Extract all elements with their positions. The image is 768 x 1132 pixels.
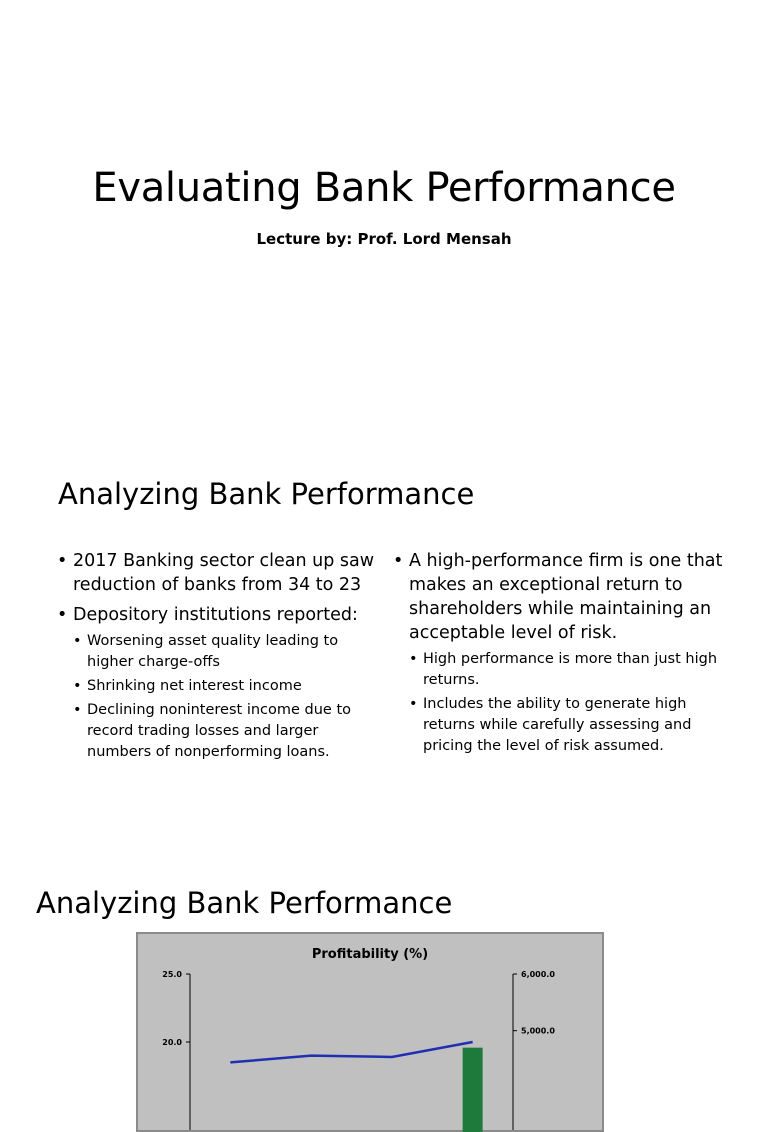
bullet-item: [57, 549, 377, 597]
right-tick-label: 6,000.0: [521, 970, 555, 979]
right-tick-label: 5,000.0: [521, 1026, 555, 1036]
right-column: [393, 549, 723, 763]
title-slide: [0, 0, 768, 432]
bullet-text: 2017 Banking sector clean up saw reduction of banks from 34 to 23: [73, 551, 375, 595]
left-axis-ticks: [162, 970, 190, 1047]
slide-title: Analyzing Bank Performance: [58, 477, 475, 511]
presentation-title: Evaluating Bank Performance: [92, 165, 676, 211]
left-tick-label: 25.0: [162, 970, 182, 979]
sub-bullet-list: [73, 631, 377, 763]
bullet-icon: •: [73, 702, 82, 718]
bullet-icon: •: [73, 678, 82, 694]
left-column: [57, 549, 377, 769]
bullet-item: [57, 603, 377, 763]
sub-bullet-text: Shrinking net interest income: [87, 678, 302, 694]
bullet-icon: •: [393, 551, 404, 571]
bullet-icon: •: [57, 605, 68, 625]
right-bullet-list: [393, 549, 723, 757]
sub-bullet-item: [73, 631, 377, 673]
slide-title: Analyzing Bank Performance: [36, 886, 453, 920]
chart-slide: [0, 864, 768, 1047]
bar-series: [463, 1048, 483, 1132]
bar: [463, 1048, 483, 1132]
presentation-subtitle: Lecture by: Prof. Lord Mensah: [256, 230, 512, 248]
bullet-icon: •: [409, 651, 418, 667]
bullet-item: [393, 549, 723, 757]
profitability-chart: [136, 932, 604, 1132]
sub-bullet-text: Worsening asset quality leading to higher charge-offs: [87, 633, 339, 670]
sub-bullet-item: [73, 700, 377, 763]
bullet-text: A high-performance firm is one that makes an exceptional return to shareholders while maintaining an acceptable level of risk.: [409, 551, 723, 643]
bullet-icon: •: [409, 696, 418, 712]
bullet-icon: •: [57, 551, 68, 571]
sub-bullet-item: [409, 649, 723, 691]
sub-bullet-text: Declining noninterest income due to record trading losses and larger numbers of nonperforming loans.: [87, 702, 352, 760]
content-slide: [0, 432, 768, 864]
sub-bullet-item: [73, 676, 377, 697]
sub-bullet-text: Includes the ability to generate high returns while carefully assessing and pricing the level of risk assumed.: [423, 696, 692, 754]
chart-canvas: [138, 934, 602, 1130]
left-tick-label: 20.0: [162, 1038, 182, 1047]
bullet-icon: •: [73, 633, 82, 649]
line-series: [230, 1042, 472, 1062]
right-axis-ticks: [513, 970, 555, 1036]
sub-bullet-list: [409, 649, 723, 757]
left-bullet-list: [57, 549, 377, 763]
sub-bullet-item: [409, 694, 723, 757]
sub-bullet-text: High performance is more than just high returns.: [423, 651, 718, 688]
bullet-text: Depository institutions reported:: [73, 605, 358, 625]
chart-title: Profitability (%): [311, 947, 429, 962]
